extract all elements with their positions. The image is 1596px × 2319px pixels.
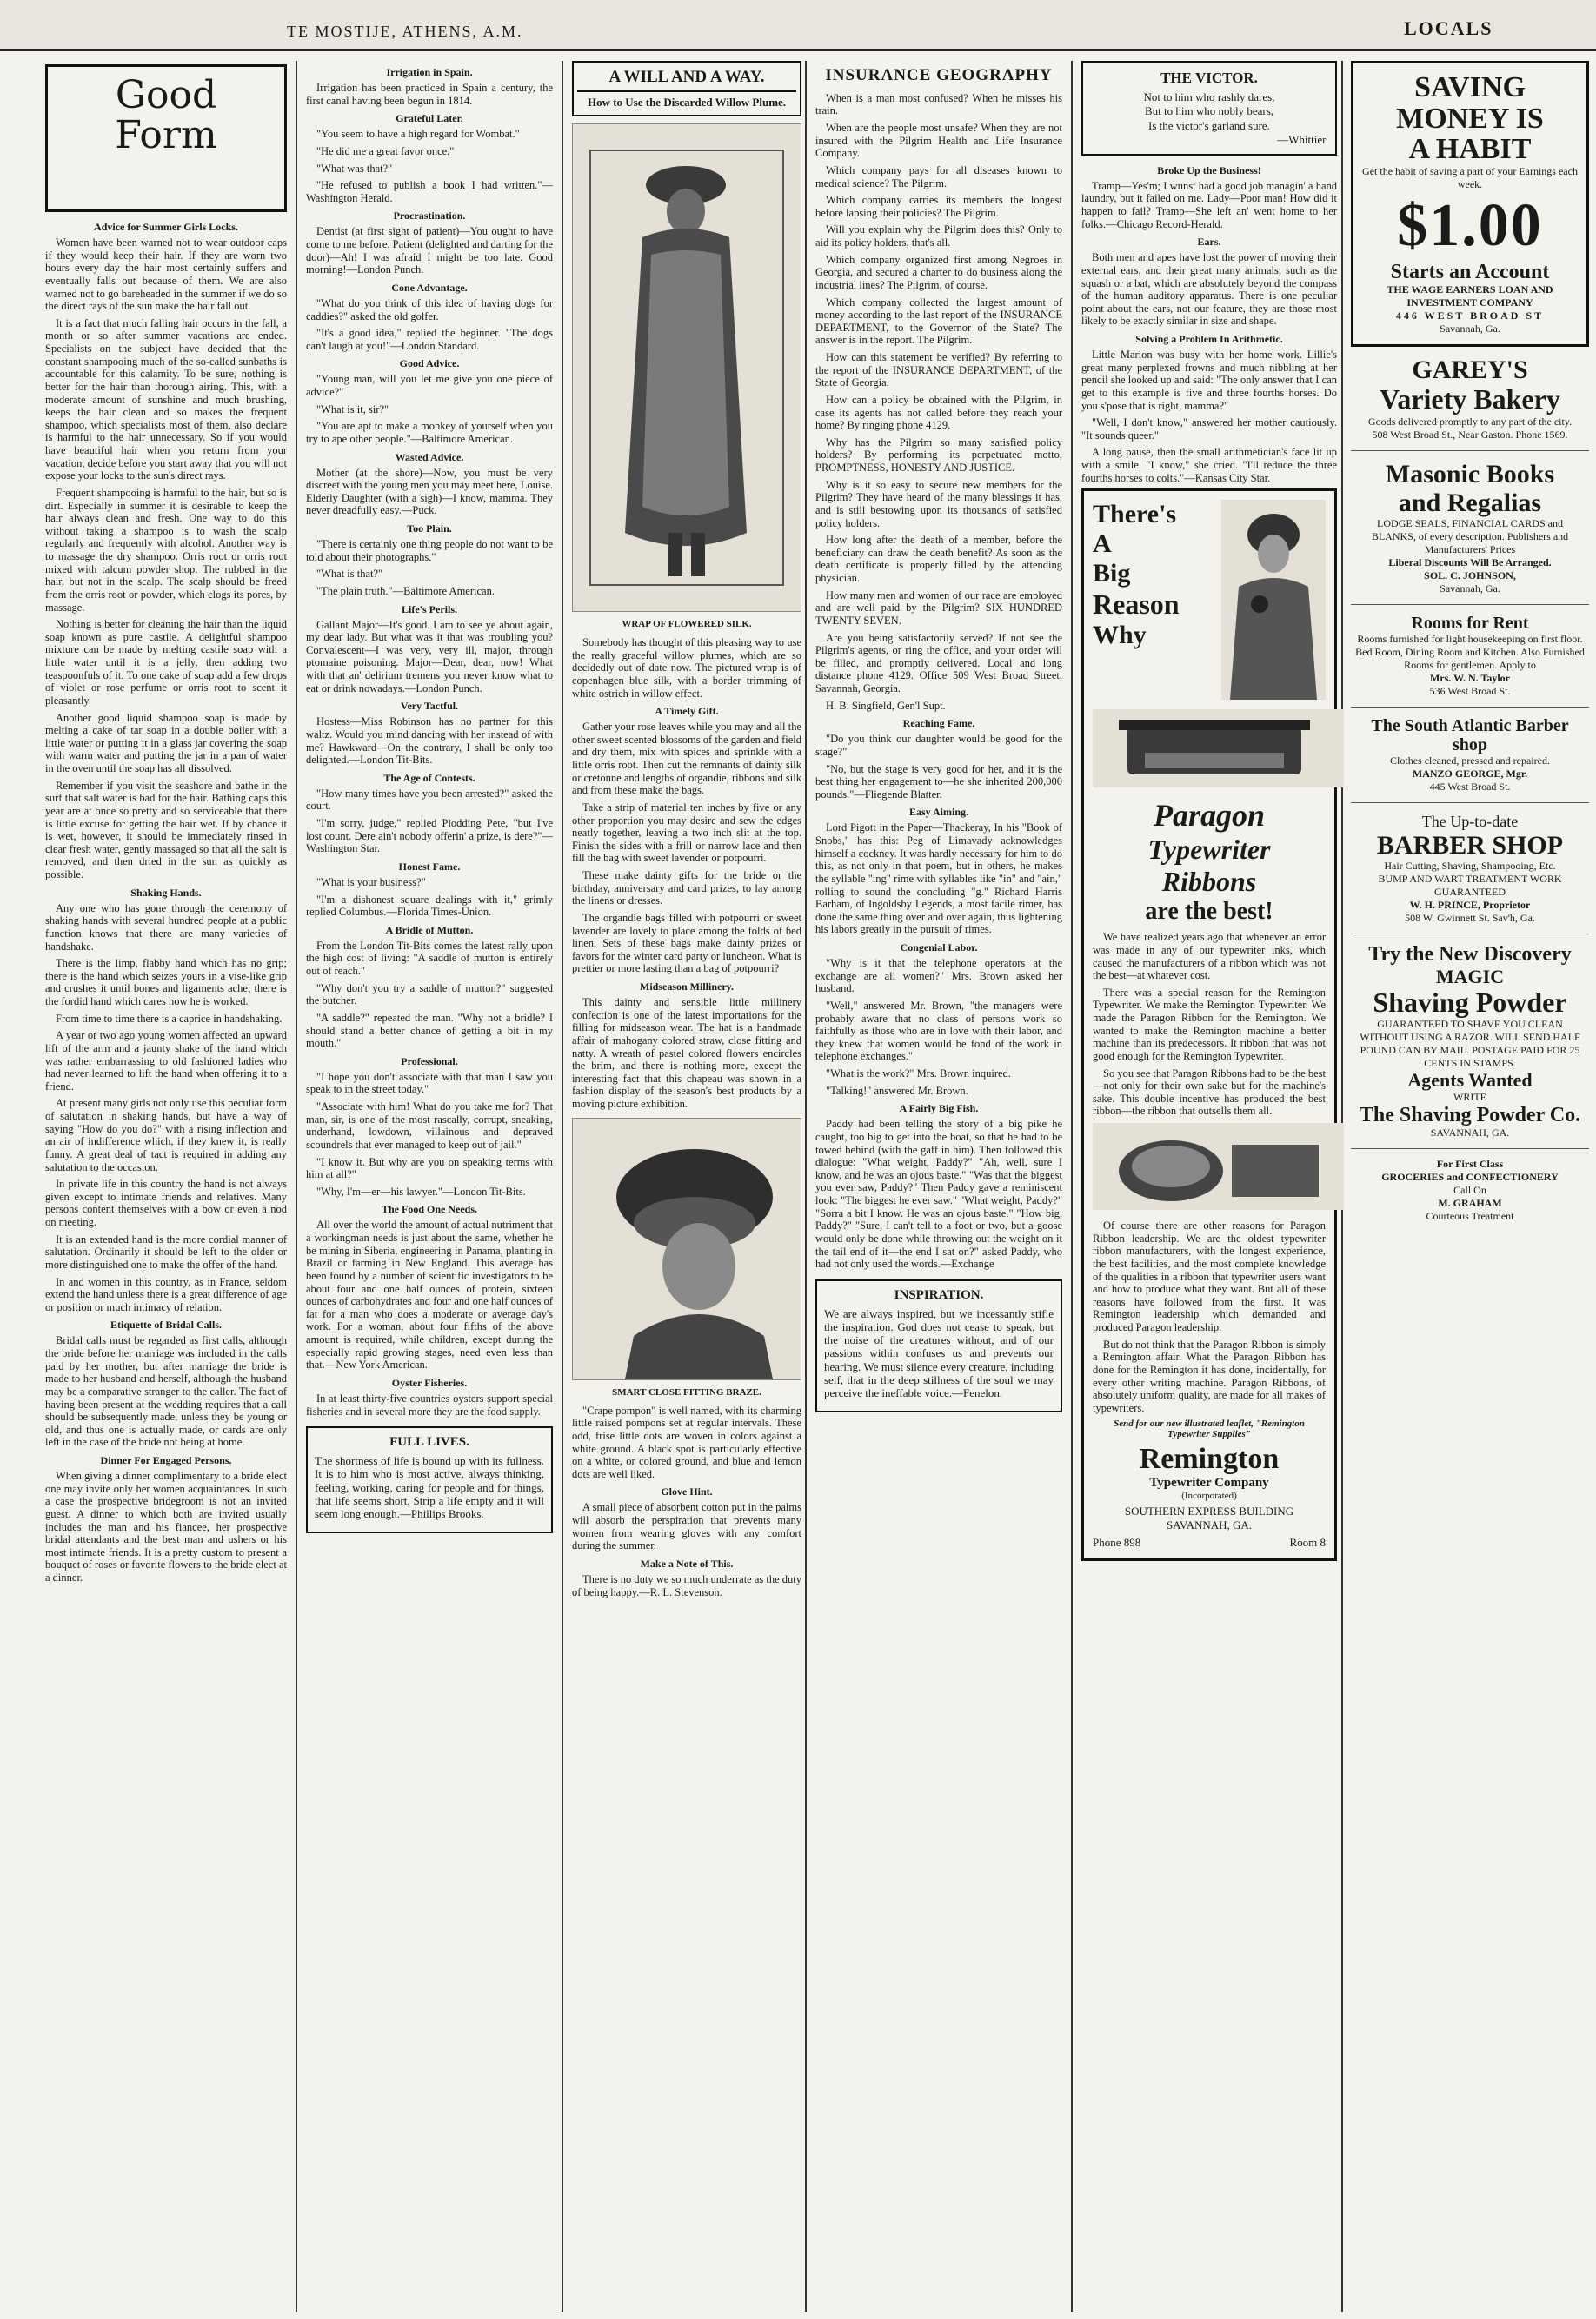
paragraph: "What was that?" — [316, 162, 393, 175]
article-heading: Ears. — [1197, 236, 1221, 249]
paragraph: Another good liquid shampoo soap is made by melting a cake of tar soap in a double boiler with a little water or putting it in a glass jar covering the soap with warm water and putting the jar in a pan of water in the oven until the soap has all dissolved. — [45, 711, 287, 774]
poem-title: THE VICTOR. — [1160, 70, 1258, 86]
ad-line: Agents Wanted — [1407, 1068, 1533, 1091]
paragraph: Irrigation has been practiced in Spain a century, the first canal having been begun in 1814. — [306, 82, 553, 107]
paragraph: Will you explain why the Pilgrim does this? Only to aid its policy holders, that's all. — [815, 223, 1062, 249]
poem-line: Not to him who rashly dares, — [1143, 90, 1275, 103]
insurance-title: INSURANCE GEOGRAPHY — [825, 66, 1053, 84]
article-heading: Shaking Hands. — [130, 886, 202, 899]
paragraph: There is the limp, flabby hand which has no grip; there is the hand which seizes yours in a vise-like grip and crushes it until bones and ligaments ache; there is the fordid hand which cares how he is worked. — [45, 957, 287, 1007]
paragraph: Mother (at the shore)—Now, you must be very discreet with the young men you may meet here, Louise. Elderly Daughter (with a sigh)—I know, mamma. They never dreadfully easy.—Puck. — [306, 466, 553, 517]
col5-articles — [1081, 164, 1337, 485]
paragraph: "I'm a dishonest square dealings with it," grimly replied Columbus.—Florida Times-Union. — [306, 893, 553, 919]
box-text: We are always inspired, but we incessantly stifle the inspiration. God does not cease to speak, but the noise of the creatures without, and of our passions within confuses us and prevents our hearing. We must silence every creature, including self, that in the deep stillness of the soul we may perceive the ineffable voice.—Fenelon. — [824, 1306, 1054, 1400]
article-heading: Too Plain. — [407, 522, 452, 535]
column-6 — [1344, 61, 1596, 2312]
paragraph: Take a strip of material ten inches by five or any other proportion you may desire and sew the edges neatly together, leaving a two inch slit at the top. Finish the sides with a frill or narrow lace and then fill the bag with sweet lavender or potpourri. — [572, 801, 801, 865]
ad-address: SOUTHERN EXPRESS BUILDING — [1124, 1505, 1294, 1518]
ad-line: MONEY IS — [1396, 102, 1544, 135]
box-text: The shortness of life is bound up with its fullness. It is to him who is most active, always thinking, feeling, working, caring for people and for things, that life seems short. Strip a life empty and it will seem long enough.—Phillips Brooks. — [315, 1454, 544, 1520]
paragraph: A small piece of absorbent cotton put in the palms will absorb the perspiration that prevents many women from wearing gloves with any comfort during the summer. — [572, 1501, 801, 1552]
article-heading: Etiquette of Bridal Calls. — [110, 1319, 222, 1332]
article-heading: Professional. — [401, 1054, 458, 1067]
ad-line: For First Class — [1436, 1158, 1504, 1171]
ad-line: BARBER SHOP — [1376, 831, 1564, 860]
paragraph: "Talking!" answered Mr. Brown. — [826, 1084, 968, 1097]
paragraph: "I hope you don't associate with that man I saw you speak to in the street today." — [306, 1070, 553, 1096]
ad-line: GROCERIES and CONFECTIONERY — [1381, 1171, 1559, 1184]
poem-line: Is the victor's garland sure. — [1148, 118, 1270, 132]
masthead — [0, 0, 1596, 51]
ad-line: Goods delivered promptly to any part of the city. — [1367, 415, 1573, 428]
ad-line: Savannah, Ga. — [1440, 581, 1500, 595]
paragraph: Gallant Major—It's good. I am to see ye about again, my dear lady. But what was it that was troubling you? Convalescent—I was very, very ill, major, through ptomaine poisoning. Major—Dear, dear, now! What with that an' delirium tremens you never know what to eat or drink nowadays.—London Punch. — [306, 618, 553, 694]
paragraph: Dentist (at first sight of patient)—You ought to have come to me before. Patient (delighted and darting for the door)—Ah! I was afraid I might be too late. Good morning!—London Punch. — [306, 225, 553, 276]
paragraph: "Well, I don't know," answered her mother cautiously. "It sounds queer." — [1081, 416, 1337, 442]
paragraph: "The plain truth."—Baltimore American. — [316, 584, 495, 597]
paragraph: "He did me a great favor once." — [316, 144, 455, 157]
paragraph: Little Marion was busy with her home work. Lillie's great many perplexed frowns and much nibbling at her pencil she looked up and said: "The only answer that I can get to this example is five and three fourths horses. Do you s'pose that is right, mamma?" — [1081, 349, 1337, 412]
ad-line: Masonic Books — [1385, 459, 1555, 488]
rooms-for-rent-ad — [1351, 605, 1589, 708]
will-way-box — [572, 61, 801, 116]
grocery-ad — [1351, 1149, 1589, 1232]
paragraph: "Well," answered Mr. Brown, "the managers were probably aware that no class of persons work so faithfully as those who are in love with their labor, and they knew that women would be fond of the work in telephone exchanges." — [815, 999, 1062, 1063]
ad-paragraph: There was a special reason for the Remington Typewriter. We make the Remington Typewriter. We made the Paragon Ribbon for the Remington. We wanted to make the Remington machine a better machine than its predecessors. It ribbon that was not good enough for the Remington Typewriter. — [1093, 986, 1326, 1062]
paragraph: In private life in this country the hand is not always given except to intimate friends and relatives. Many persons content themselves with a bow or even a nod on meeting. — [45, 1178, 287, 1228]
paragraph: When is a man most confused? When he misses his train. — [815, 91, 1062, 117]
paragraph: "Associate with him! What do you take me for? That man, sir, is one of the most rascally, corrupt, sneaking, underhand, lowdown, villainous and depraved scoundrels that ever managed to keep out of jail." — [306, 1100, 553, 1151]
ad-line: Rooms furnished for light housekeeping on first floor. Bed Room, Dining Room and Kitchen. Also Furnished Rooms for gentlemen. Apply to — [1355, 632, 1585, 671]
paragraph: Nothing is better for cleaning the hair than the liquid soap known as pure castile. A delightful shampoo mixture can be made by melting castile soap with a little water until it is a jelly, then adding two teaspoonfuls of it. To one cake of soap add a few drops of violet or rose perfume or orris root to scent it pleasantly. — [45, 618, 287, 707]
paragraph: This dainty and sensible little millinery confection is one of the latest importations for the filling for midseason wear. The hat is a handmade affair of mahogany colored straw, close fitting and natty. A wreath of pastel colored flowers encircles the brim, and there is nothing more, except the interesting fact that this chapeau was shown in a fashion display of the season's best products by a moving picture exhibition. — [572, 996, 801, 1110]
ad-paragraph: But do not think that the Paragon Ribbon is simply a Remington affair. What the Paragon Ribbon has done for the Remington it has done, incidentally, for every other writing machine. Paragon Ribbons, of absolutely uniform quality, are made for all makes of typewriters. — [1093, 1338, 1326, 1414]
column-1 — [38, 61, 294, 2312]
paragraph: Women have been warned not to wear outdoor caps if they would keep their hair. If they are worn two hours every day the hair most certainly suffers and eventually falls out because of them. We are also warned not to go bareheaded in the summer if we do so the direct rays of the sun make the hair fall out. — [45, 236, 287, 313]
paragraph: Hostess—Miss Robinson has no partner for this waltz. Would you mind dancing with her instead of with me? Hawkward—On the contrary, I shall be only too delighted.—London Tit-Bits. — [306, 715, 553, 767]
column-2 — [299, 61, 560, 2312]
paragraph: Which company organized first among Negroes in Georgia, and secured a charter to do business along the industrial lines? The Pilgrim, of course. — [815, 253, 1062, 291]
box-title: FULL LIVES. — [389, 1435, 469, 1450]
ad-line: Shaving Powder — [1373, 986, 1567, 1018]
ad-line: Savannah, Ga. — [1440, 322, 1500, 336]
article-heading: Procrastination. — [393, 209, 466, 223]
good-form-line: Good — [115, 73, 217, 117]
ribbon-tin-illustration — [1093, 1123, 1326, 1214]
column-4 — [808, 61, 1069, 2312]
article-heading: Broke Up the Business! — [1157, 163, 1261, 176]
paragraph: A long pause, then the small arithmetician's face lit up with a smile. "I know," she cried. "I'll reduce the three fourths horses to colts."—Kansas City Star. — [1081, 446, 1337, 484]
paragraph: These make dainty gifts for the bride or the birthday, anniversary and card prizes, to lay among the linens or dresses. — [572, 869, 801, 907]
ad-paragraph: We have realized years ago that whenever an error was made in any of our typewriter inks, which caused the manufacturers of a ribbon which was not the best—at whatever cost. — [1093, 931, 1326, 982]
hat-illustration — [572, 1118, 801, 1380]
ad-line: Try the New Discovery — [1368, 943, 1572, 967]
paragraph: "I'm sorry, judge," replied Plodding Pete, "but I've lost count. Dere ain't nobody offerin' a prize, is dere?"—Washington Star. — [306, 817, 553, 855]
good-form-line: Form — [115, 113, 217, 158]
paragraph: "How many times have you been arrested?" asked the court. — [306, 787, 553, 813]
col2-articles — [306, 66, 553, 1418]
paragraph: How many men and women of our race are employed and are well paid by the Pilgrim? SIX HUNDRED TWENTY SEVEN. — [815, 588, 1062, 627]
ad-line: Rooms for Rent — [1411, 613, 1529, 633]
ad-dollar: $1.00 — [1397, 192, 1543, 260]
ad-line: Hair Cutting, Shaving, Shampooing, Etc. — [1384, 860, 1556, 873]
full-lives-box — [306, 1426, 553, 1533]
paragraph: In at least thirty-five countries oysters support special fisheries and in several more they are the food supply. — [306, 1392, 553, 1418]
article-heading: Honest Fame. — [398, 860, 461, 873]
ad-line: W. H. PRINCE, Proprietor — [1409, 899, 1531, 912]
ad-line: Starts an Account — [1390, 261, 1550, 284]
article-heading: Solving a Problem In Arithmetic. — [1135, 333, 1283, 345]
will-way-subtitle: How to Use the Discarded Willow Plume. — [587, 96, 787, 109]
ad-line: MAGIC — [1435, 965, 1505, 987]
ad-line: A HABIT — [1408, 133, 1532, 166]
garey-bakery-ad — [1351, 347, 1589, 450]
ad-line: Why — [1093, 621, 1147, 650]
article-heading: The Food One Needs. — [381, 1203, 477, 1216]
ad-line: LODGE SEALS, FINANCIAL CARDS and BLANKS, of every description. Publishers and Manufacturers' Prices — [1371, 516, 1569, 555]
ad-send-line: Send for our new illustrated leaflet, "Remington Typewriter Supplies" — [1114, 1419, 1305, 1440]
ad-line: GUARANTEED TO SHAVE YOU CLEAN WITHOUT USING A RAZOR. WILL SEND HALF POUND CAN BY MAIL. POSTAGE PAID FOR 25 CENTS IN STAMPS. — [1360, 1017, 1580, 1069]
article-heading: Very Tactful. — [400, 700, 459, 713]
ad-line: Call On — [1453, 1184, 1486, 1197]
ad-line: SAVING — [1414, 71, 1526, 103]
ad-line: Mrs. W. N. Taylor — [1429, 671, 1510, 684]
paragraph: The organdie bags filled with potpourri or sweet lavender are lovely to place among the folds of bed linen. Sets of these bags make dainty prizes or favors for the winter card party or luncheon. What is prettier or more lasting than a bag of potpourri? — [572, 911, 801, 975]
paragraph: When are the people most unsafe? When they are not insured with the Pilgrim Health and Life Insurance Company. — [815, 122, 1062, 160]
article-heading: Advice for Summer Girls Locks. — [94, 221, 238, 233]
paragraph: Which company carries its members the longest before lapsing their policies? The Pilgrim. — [815, 194, 1062, 219]
paragraph: "No, but the stage is very good for her, and it is the best thing her engagement to—he she inherited 200,000 pounds."—Fliegende Blatter. — [815, 762, 1062, 801]
poem-line: But to him who nobly bears, — [1144, 104, 1274, 118]
ad-line: A — [1093, 529, 1112, 559]
column-rule — [1071, 61, 1073, 2312]
magic-shaving-powder-ad — [1351, 934, 1589, 1149]
south-atlantic-barber-ad — [1351, 708, 1589, 803]
paragraph: "Young man, will you let me give you one piece of advice?" — [306, 373, 553, 398]
article-heading: Make a Note of This. — [640, 1557, 734, 1570]
paragraph: "What is that?" — [316, 568, 383, 581]
paragraph: "Why, I'm—er—his lawyer."—London Tit-Bits. — [316, 1185, 526, 1198]
article-heading: Wasted Advice. — [395, 450, 464, 463]
ad-line: 508 W. Gwinnett St. Sav'h, Ga. — [1405, 912, 1535, 925]
ad-line: 445 West Broad St. — [1429, 780, 1511, 793]
paragraph: Lord Pigott in the Paper—Thackeray, In his "Book of Snobs," has this: Peg of Limavady acknowledges himself a cockney. It was hardly necessary for him to do this, as not only in that poem, but in others, he makes the syllable "ing" rime with syllables like "in" and "ain," rolling to sound the concluding "g." Richard Harris Barham, of Ingoldsby Legends, a most facile rimer, has done the same thing over and over again, thus lightening his labors greatly in the pursuit of rimes. — [815, 821, 1062, 936]
ad-line: WRITE — [1453, 1091, 1486, 1104]
box-title: INSPIRATION. — [894, 1287, 984, 1302]
ad-line: SAVANNAH, GA. — [1430, 1126, 1510, 1140]
ad-line: Clothes cleaned, pressed and repaired. — [1390, 754, 1550, 767]
paragraph: Bridal calls must be regarded as first calls, although the bride before her marriage was included in the calls paid by her mother, but after marriage the bride is made to her husband and herself, although the husband may be a comparative stranger to the caller. The fact of having been present at the wedding requires that a call should be subsequently made, unless they be young or old, and thus one is actually made, or cards are only left in the case of the bride not being at home. — [45, 1334, 287, 1449]
paragraph: "It's a good idea," replied the beginner. "The dogs can't laugh at you!"—London Standard. — [306, 327, 553, 352]
inspiration-box — [815, 1279, 1062, 1412]
column-rule — [562, 61, 563, 2312]
article-heading: A Bridle of Mutton. — [385, 923, 474, 936]
ad-line: Reason — [1093, 588, 1180, 621]
paragraph: "Why is it that the telephone operators at the exchange are all women?" Mrs. Brown asked her husband. — [815, 957, 1062, 995]
article-heading: Congenial Labor. — [900, 941, 978, 954]
ad-line: BUMP AND WART TREATMENT WORK GUARANTEED — [1378, 873, 1562, 899]
article-heading: A Timely Gift. — [655, 705, 719, 718]
article-heading: Reaching Fame. — [902, 717, 975, 730]
paragraph: In and women in this country, as in France, seldom extend the hand unless there is a great difference of age or position or much intimacy of relation. — [45, 1275, 287, 1313]
ad-company: Remington — [1139, 1443, 1280, 1476]
paragraph: "He refused to publish a book I had written."—Washington Herald. — [306, 179, 553, 204]
ad-paragraph: Of course there are other reasons for Paragon Ribbon leadership. We are the oldest typewriter ribbon manufacturers, with the longest experience, the best facilities, and the most complete knowledge of the qualities in a ribbon that typewriter users want and how to produce what they want. But all of these reasons have followed from the first. It was Remington leadership which demanded and produced Paragon leadership. — [1093, 1219, 1326, 1333]
ad-inc: (Incorporated) — [1181, 1491, 1237, 1502]
masthead-right: LOCALS — [1404, 17, 1493, 39]
paragraph: H. B. Singfield, Gen'l Supt. — [826, 699, 946, 712]
article-heading: Oyster Fisheries. — [391, 1376, 468, 1389]
ad-line: 536 West Broad St. — [1429, 684, 1511, 697]
article-heading: A Fairly Big Fish. — [899, 1102, 979, 1115]
saving-money-ad — [1351, 61, 1589, 347]
woman-illustration — [1221, 500, 1326, 704]
paragraph: Tramp—Yes'm; I wunst had a good job managin' a hand laundry, but it failed on me. Lady—Poor man! How did it happen to fail? Tramp—She left an' went home to her folks.—Chicago Record-Herald. — [1081, 179, 1337, 230]
paragraph: "What is your business?" — [316, 875, 426, 888]
paragraph: Which company collected the largest amount of money according to the last report of the INSURANCE DEPARTMENT, to the Governor of the State? The answer is in the report. The Pilgrim. — [815, 296, 1062, 347]
victor-poem-box — [1081, 61, 1337, 156]
column-5 — [1074, 61, 1344, 2312]
masthead-center: TE MOSTIJE, ATHENS, A.M. — [287, 23, 523, 40]
ad-line: Big — [1093, 559, 1131, 588]
paragraph: It is a fact that much falling hair occurs in the fall, a month or so after summer vacations are ended. Specialists on the subject have decided that the constant shampooing much of the so-called sunbaths is accountable for this calamity. To be sure, nothing is better for the hair than thorough airing. This, with a moderate amount of sunshine and much brushing, keeps the hair clean and so makes the frequent shampoo, which specialists most of them, also declare is harmful to the hair unnecessary. So if you would have beautiful hair when you return from your vacation, decide before you start away that you will not expose your locks to the sun's direct rays. — [45, 316, 287, 482]
ad-phone: Phone 898 — [1093, 1536, 1141, 1550]
poem-author: —Whittier. — [1277, 132, 1328, 146]
typewriter-illustration — [1093, 709, 1326, 792]
paragraph: Frequent shampooing is harmful to the hair, but so is dirt. Especially in summer it is desirable to keep the hair always clean and fresh. One way to do this without taking a shampoo is to wash the scalp regularly and frequently with alcohol. Another way is to massage the dry shampoo. Orris root or orris root mixed with talcum powder shop. The rubbed in the hair, but not in the scalp. The scalp should be freed from the orris root or powder, which clogs its pores, by massage. — [45, 486, 287, 614]
ad-line: MANZO GEORGE, Mgr. — [1412, 767, 1528, 780]
paragraph: Which company pays for all diseases known to medical science? The Pilgrim. — [815, 163, 1062, 189]
paragraph: "What is it, sir?" — [316, 402, 389, 415]
ad-line: M. GRAHAM — [1438, 1197, 1502, 1210]
paragraph: "You seem to have a high regard for Wombat." — [316, 128, 520, 141]
paragraph: "What is the work?" Mrs. Brown inquired. — [826, 1067, 1011, 1080]
article-heading: Easy Aiming. — [908, 806, 968, 819]
article-heading: Glove Hint. — [661, 1485, 713, 1498]
ad-city: SAVANNAH, GA. — [1166, 1518, 1253, 1532]
paragraph: "Crape pompon" is well named, with its charming little raised pompons set at regular intervals. These odd, frise little dots are woven in colors against a white ground. A black spot is particularly effective on a white, or colored ground, and blue and lemon dots are well liked. — [572, 1404, 801, 1480]
ad-brand: Typewriter — [1147, 834, 1271, 866]
paragon-ribbon-ad — [1081, 488, 1337, 1561]
article-heading: Good Advice. — [399, 357, 460, 370]
paragraph: Remember if you visit the seashore and bathe in the surf that salt water is bad for the hair. Bathing caps this year are at once so pretty and so serviceable that there is little excuse for getting the hair wet. If by chance it is wet, however, it should be immediately rinsed in clear fresh water, gently massaged so that all the salt is removed, and then dried in the sun as quickly as possible. — [45, 779, 287, 880]
paragraph: At present many girls not only use this peculiar form of salutation in shaking hands, but have a way of saying "How do you do?" with a rising inflection and an air of indifference which, if they knew it, is really funny. A great deal of tact is required in adding any salutation to the occasion. — [45, 1097, 287, 1173]
col4-articles — [815, 717, 1062, 1271]
paragraph: How can a policy be obtained with the Pilgrim, in case its agents has not called before they reach your home? By ringing phone 4129. — [815, 393, 1062, 432]
paragraph: "Do you think our daughter would be good for the stage?" — [815, 733, 1062, 758]
ad-line: and Regalias — [1398, 488, 1542, 517]
article-heading: Grateful Later. — [396, 112, 463, 125]
paragraph: Are you being satisfactorily served? If not see the Pilgrim's agents, or ring the office, and your order will be filled, and promptly delivered. Local and long distance phone 4129. Office 509 West Broad Street, Savannah, Georgia. — [815, 631, 1062, 695]
up-to-date-barber-ad — [1351, 803, 1589, 935]
paragraph: Both men and apes have lost the power of moving their external ears, and their great many animals, such as the squash or a bat, which are absolutely beyond the compass of the human auditory apparatus. There is one peculiar point about the ears, not our feature, they are those most likely to be exactly similar in size and shape. — [1081, 251, 1337, 328]
column-rule — [296, 61, 297, 2312]
paragraph: How long after the death of a member, before the beneficiary can draw the death benefit? As soon as the death certificate is properly filled by the attending physician. — [815, 534, 1062, 585]
paragraph: There is no duty we so much underrate as the duty of being happy.—R. L. Stevenson. — [572, 1572, 802, 1598]
ad-brand: Paragon — [1153, 798, 1266, 834]
ad-line: There's — [1093, 500, 1177, 529]
paragraph: From time to time there is a caprice in handshaking. — [56, 1012, 283, 1025]
paragraph: Any one who has gone through the ceremony of shaking hands with several hundred people at a public function knows that there are many varieties of handshake. — [45, 901, 287, 953]
paragraph: Somebody has thought of this pleasing way to use the really graceful willow plumes, which are so decidedly out of date now. The pictured wrap is of copenhagen blue silk, with a border trimming of white ostrich in willow effect. — [572, 636, 801, 700]
article-heading: Dinner For Engaged Persons. — [100, 1454, 232, 1466]
paragraph: When giving a dinner complimentary to a bride elect one may invite only her women acquaintances. In such a case the prospective bridegroom is not an invited guest. A dinner to which both are invited usually includes the man and his fiancee, her prospective bridal attendants and the best man and ushers or his most intimate friends. It is a pretty custom to present a bouquet of roses or favorite flowers to the bride elect at a dinner. — [45, 1470, 287, 1584]
ad-line: SOL. C. JOHNSON, — [1424, 568, 1516, 581]
paragraph: Paddy had been telling the story of a big pike he caught, too big to get into the boat, so that he had to be towed behind (with the gaff in him). Then followed this dialogue: "What weight, Paddy?" "Ah, well, sure I know, and he was an ojous baste." "Was that the biggest you ever saw, Paddy?" Then Paddy gave a reminiscent look: "The biggest he ever saw." "What weight, Paddy?" "Sorra a bit I know. He was an ojous baste." "How big, Paddy?" "Sure, I can't tell to a foot or two, but a goose would only be done while throwing out the weight on it the tail end of it—the end I sat on?" asked Paddy, who had not only used the words.—Exchange — [815, 1118, 1062, 1271]
paragraph: "Why don't you try a saddle of mutton?" suggested the butcher. — [306, 981, 553, 1007]
paragraph: "What do you think of this idea of having dogs for caddies?" asked the old golfer. — [306, 296, 553, 322]
masonic-books-ad — [1351, 451, 1589, 605]
paragraph: "I know it. But why are you on speaking terms with him at all?" — [306, 1155, 553, 1181]
ad-line: 508 West Broad St., Near Gaston. Phone 1569. — [1372, 428, 1568, 441]
paragraph: A year or two ago young women affected an upward lift of the arm and a jaunty shake of the hand which was rather embarrassing to old fashioned ladies who had never learned to lift the hand when offering it to a friend. — [45, 1029, 287, 1093]
illustration-caption: SMART CLOSE FITTING BRAZE. — [612, 1386, 761, 1398]
paragraph: Gather your rose leaves while you may and all the other sweet scented blossoms of the garden and field and dry them, mix with spices and sprinkle with a little orris root. Then cut the remnants of dainty silk or cretonne and lengths of organdie, ribbons and silk and from these make the bags. — [572, 721, 801, 797]
ad-paragraph: So you see that Paragon Ribbons had to be the best—not only for their own sake but for the machine's sake. This double incentive has produced the best ribbon—the ribbon that outsells them all. — [1093, 1066, 1326, 1118]
ad-line: THE WAGE EARNERS LOAN AND INVESTMENT COMPANY — [1387, 283, 1553, 309]
article-heading: Life's Perils. — [402, 602, 457, 615]
will-way-title: A WILL AND A WAY. — [577, 68, 796, 92]
ad-company-line: Typewriter Company — [1149, 1476, 1269, 1491]
article-heading: The Age of Contests. — [383, 771, 475, 784]
article-heading: Cone Advantage. — [391, 281, 468, 294]
ad-line: Variety Bakery — [1380, 383, 1560, 415]
paragraph: "A saddle?" repeated the man. "Why not a bridle? I should stand a better chance of getting a bit in my mouth." — [306, 1011, 553, 1050]
paragraph: It is an extended hand is the more cordial manner of salutation. Ordinarily it should be left to the older or more distinguished one to make the offer of the hand. — [45, 1233, 287, 1271]
paragraph: "There is certainly one thing people do not want to be told about their photographs." — [306, 538, 553, 563]
ad-line: GAREY'S — [1412, 355, 1528, 385]
paragraph: All over the world the amount of actual nutriment that a workingman needs is just about the same, whether he be mining in Siberia, engineering in Panama, planting in Brazil or farming in New England. This average has been found by a number of scientific investigators to be about four and one half ounces of protein, sixteen ounces of carbohydrates and four and one half ounces of fat for a man who does a moderate or average day's work. For a woman, about four fifths of the above amount is required, while children, except during the especially rapid growing stages, need even less than that.—New York American. — [306, 1219, 553, 1372]
column-3 — [565, 61, 808, 2312]
paragraph: How can this statement be verified? By referring to the report of the INSURANCE DEPARTMENT, of the State of Georgia. — [815, 351, 1062, 389]
ad-line: Liberal Discounts Will Be Arranged. — [1388, 555, 1552, 568]
ad-line: Get the habit of saving a part of your Earnings each week. — [1362, 165, 1578, 191]
ad-room: Room 8 — [1289, 1536, 1326, 1550]
ad-line: The South Atlantic Barber shop — [1371, 715, 1569, 754]
paragraph: From the London Tit-Bits comes the latest rally upon the high cost of living: "A saddle of mutton is entirely out of reach." — [306, 939, 553, 977]
paragraph: Why is it so easy to secure new members for the Pilgrim? They have heard of the many blessings it has, and is still bestowing upon its thousands of satisfied policy holders. — [815, 478, 1062, 529]
ad-line: The Shaving Powder Co. — [1359, 1104, 1581, 1127]
paragraph: Why has the Pilgrim so many satisfied policy holders? By performing its perpetuated motto, PROMPTNESS, HONESTY AND JUSTICE. — [815, 435, 1062, 475]
article-heading: Midseason Millinery. — [640, 980, 734, 993]
paragraph: "You are apt to make a monkey of yourself when you try to ape other people."—Baltimore American. — [306, 420, 553, 445]
good-form-box — [45, 64, 287, 212]
article-heading: Irrigation in Spain. — [386, 66, 473, 78]
ad-brand: are the best! — [1145, 898, 1273, 926]
ad-line: The Up-to-date — [1421, 812, 1519, 830]
ad-line: Courteous Treatment — [1426, 1210, 1514, 1223]
ad-line: 446 WEST BROAD ST — [1395, 309, 1545, 322]
wrap-illustration — [572, 123, 801, 612]
insurance-article — [815, 92, 1062, 713]
illustration-caption: WRAP OF FLOWERED SILK. — [622, 619, 752, 629]
ad-brand: Ribbons — [1161, 866, 1257, 898]
